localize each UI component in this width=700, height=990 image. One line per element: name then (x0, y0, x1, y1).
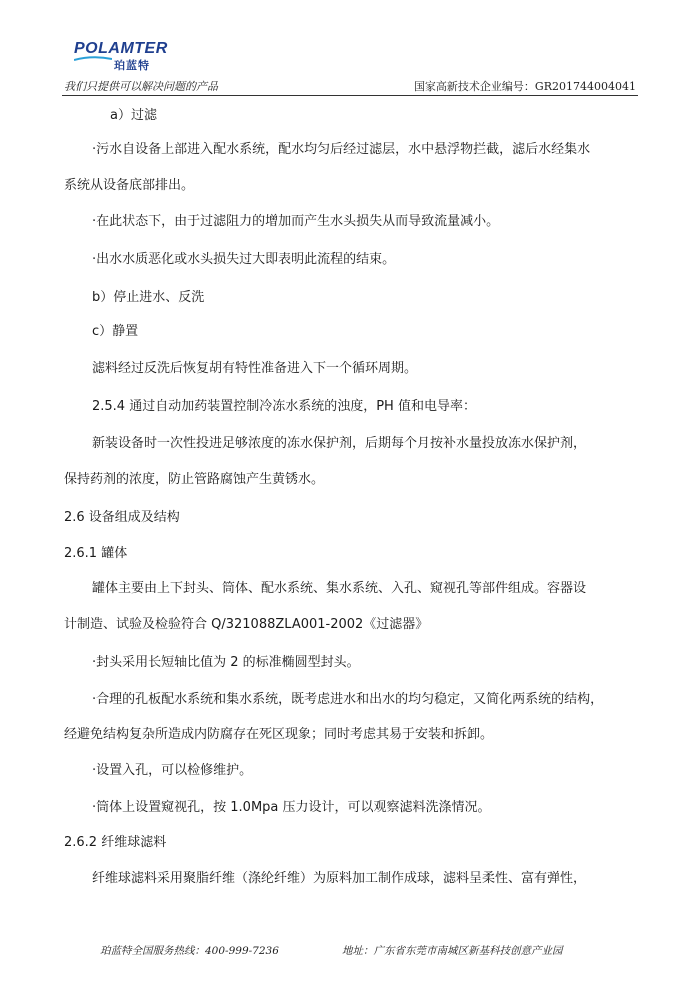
paragraph: ·设置入孔，可以检修维护。 (92, 763, 253, 778)
paragraph: c）静置 (92, 324, 139, 339)
header-divider (62, 95, 638, 96)
header-slogan: 我们只提供可以解决问题的产品 (64, 80, 218, 93)
paragraph: 滤料经过反洗后恢复胡有特性准备进入下一个循环周期。 (92, 361, 418, 376)
paragraph: 纤维球滤料采用聚脂纤维（涤纶纤维）为原料加工制作成球，滤料呈柔性、富有弹性， (92, 871, 587, 886)
section-heading: 2.6.1 罐体 (64, 546, 128, 561)
footer-hotline: 珀蓝特全国服务热线：400-999-7236 (100, 945, 279, 957)
paragraph: b）停止进水、反洗 (92, 290, 205, 305)
paragraph: ·出水水质恶化或水头损失过大即表明此流程的结束。 (92, 252, 396, 267)
logo-swoosh-icon (74, 56, 112, 62)
logo-chinese-name: 珀蓝特 (114, 59, 150, 72)
paragraph: ·污水自设备上部进入配水系统，配水均匀后经过滤层，水中悬浮物拦截，滤后水经集水 (92, 142, 591, 157)
paragraph: 系统从设备底部排出。 (64, 178, 195, 193)
paragraph: 计制造、试验及检验符合 Q/321088ZLA001-2002《过滤器》 (64, 617, 429, 632)
paragraph: ·合理的孔板配水系统和集水系统，既考虑进水和出水的均匀稳定，又简化两系统的结构， (92, 692, 604, 707)
paragraph: a）过滤 (110, 108, 157, 123)
paragraph: 罐体主要由上下封头、筒体、配水系统、集水系统、入孔、窥视孔等部件组成。容器设 (92, 581, 587, 596)
paragraph: 保持药剂的浓度，防止管路腐蚀产生黄锈水。 (64, 472, 325, 487)
paragraph: ·在此状态下，由于过滤阻力的增加而产生水头损失从而导致流量减小。 (92, 214, 500, 229)
logo-wordmark: POLAMTER (74, 40, 168, 57)
paragraph: 新装设备时一次性投进足够浓度的冻水保护剂，后期每个月按补水量投放冻水保护剂， (92, 436, 587, 451)
section-heading: 2.6.2 纤维球滤料 (64, 835, 167, 850)
paragraph: 经避免结构复杂所造成内防腐存在死区现象；同时考虑其易于安装和拆卸。 (64, 727, 494, 742)
section-heading: 2.6 设备组成及结构 (64, 510, 180, 525)
company-logo (74, 40, 174, 74)
paragraph: ·封头采用长短轴比值为 2 的标准椭圆型封头。 (92, 655, 360, 670)
paragraph: ·筒体上设置窥视孔，按 1.0Mpa 压力设计，可以观察滤料洗涤情况。 (92, 800, 491, 815)
footer-address: 地址：广东省东莞市南城区新基科技创意产业园 (342, 945, 563, 957)
paragraph: 2.5.4 通过自动加药装置控制冷冻水系统的浊度，PH 值和电导率： (92, 399, 476, 414)
header-cert-number: 国家高新技术企业编号：GR201744004041 (413, 80, 636, 93)
